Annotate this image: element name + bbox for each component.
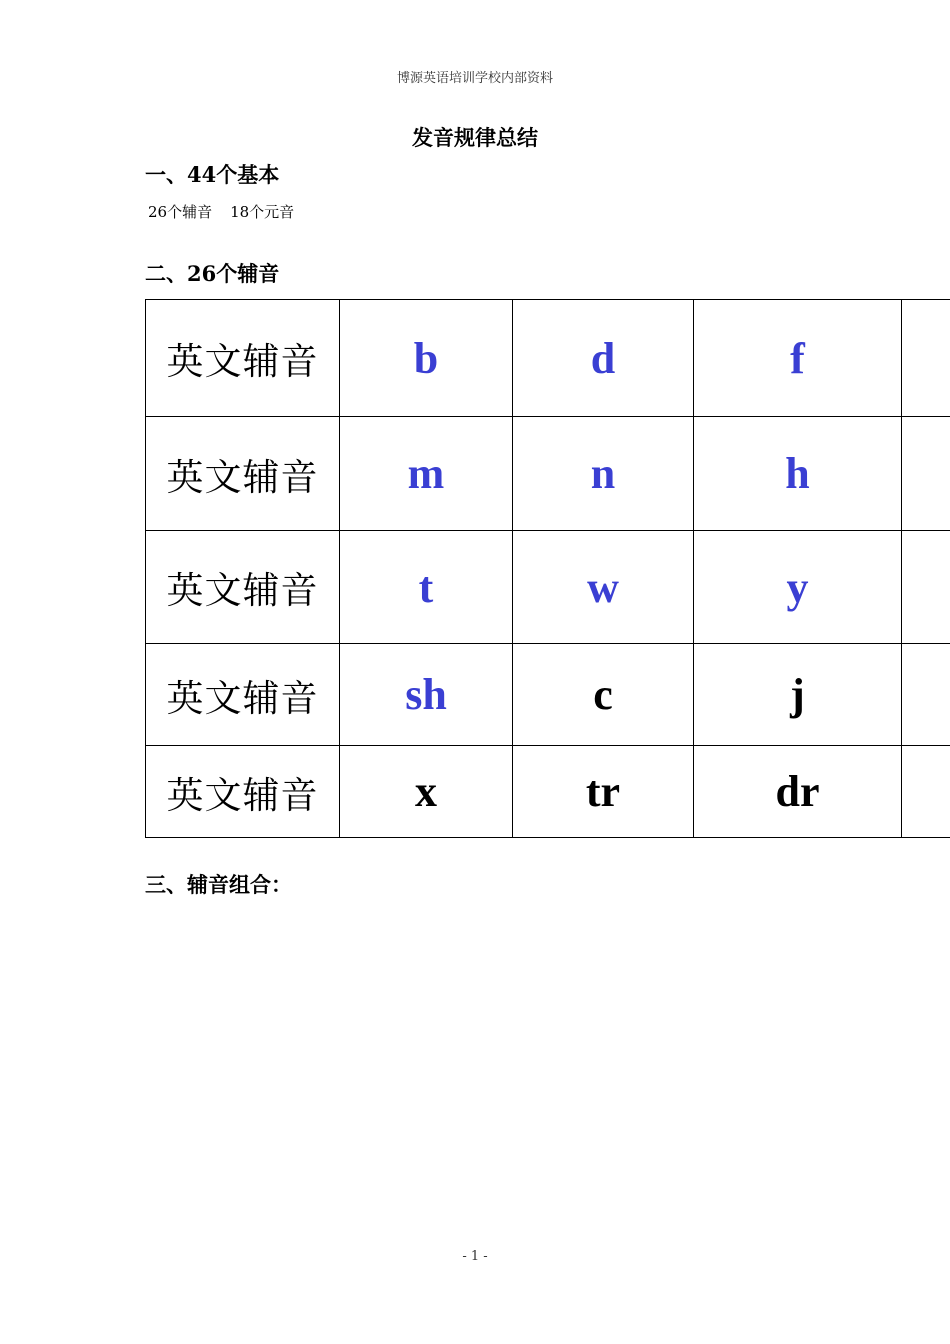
consonant-cell	[902, 417, 950, 531]
row-label: 英文辅音	[146, 644, 340, 746]
section-heading-consonants: 二、26个辅音	[145, 261, 280, 286]
page-header: 博源英语培训学校内部资料	[396, 71, 553, 86]
consonant-cell: h	[694, 417, 902, 531]
consonant-cell: x	[340, 746, 513, 838]
consonant-cell: tr	[513, 746, 694, 838]
consonant-cell	[902, 300, 950, 417]
consonant-cell: dr	[694, 746, 902, 838]
consonant-cell	[902, 746, 950, 838]
consonant-cell: w	[513, 531, 694, 644]
consonant-cell	[902, 644, 950, 746]
row-label: 英文辅音	[146, 417, 340, 531]
consonant-cell: n	[513, 417, 694, 531]
table-row	[146, 644, 950, 746]
section-heading-basics: 一、44个基本	[145, 162, 280, 187]
consonant-count-text: 26个辅音	[148, 203, 213, 221]
consonant-table-container	[145, 299, 950, 839]
consonant-cell: j	[694, 644, 902, 746]
table-row	[146, 746, 950, 838]
consonant-cell: t	[340, 531, 513, 644]
basics-summary	[148, 201, 294, 222]
table-row	[146, 417, 950, 531]
consonant-table	[145, 299, 950, 838]
page-number: - 1 -	[462, 1249, 488, 1264]
consonant-cell: b	[340, 300, 513, 417]
table-row	[146, 531, 950, 644]
consonant-cell: sh	[340, 644, 513, 746]
document-title: 发音规律总结	[412, 125, 538, 150]
table-row	[146, 300, 950, 417]
consonant-cell: d	[513, 300, 694, 417]
consonant-cell	[902, 531, 950, 644]
consonant-cell: m	[340, 417, 513, 531]
vowel-count-text: 18个元音	[230, 203, 295, 221]
consonant-cell: c	[513, 644, 694, 746]
row-label: 英文辅音	[146, 531, 340, 644]
consonant-cell: f	[694, 300, 902, 417]
consonant-cell: y	[694, 531, 902, 644]
section-heading-combinations: 三、辅音组合：	[145, 872, 292, 897]
row-label: 英文辅音	[146, 746, 340, 838]
row-label: 英文辅音	[146, 300, 340, 417]
